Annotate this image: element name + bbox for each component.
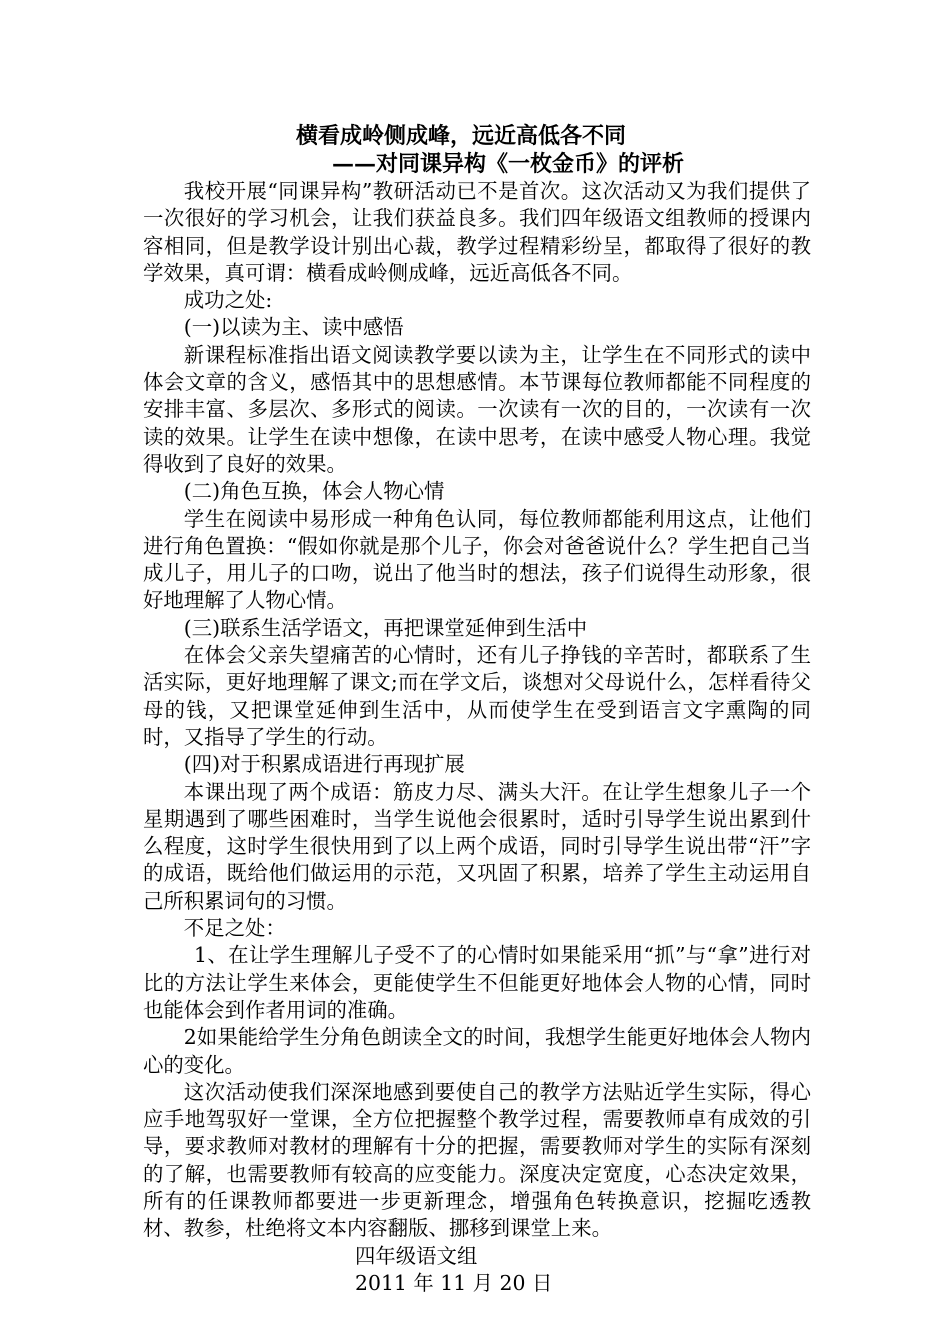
document-subtitle: ——对同课异构《一枚金币》的评析 <box>332 151 685 177</box>
section-1-heading: (一)以读为主、读中感悟 <box>183 315 404 340</box>
intro-paragraph: 我校开展“同课异构”教研活动已不是首次。这次活动又为我们提供了一次很好的学习机会，让我们获益良多。我们四年级语文组教师的授课内容相同，但是教学设计别出心裁，教学过程精彩纷呈，都取得了很好的教学效果，真可谓：横看成岭侧成峰，远近高低各不同。 <box>143 179 811 285</box>
section-4-paragraph: 本课出现了两个成语：筋皮力尽、满头大汗。在让学生想象儿子一个星期遇到了哪些困难时，当学生说他会很累时，适时引导学生说出累到什么程度，这时学生很快用到了以上两个成语，同时引导学生说出带“汗”字的成语，既给他们做运用的示范，又巩固了积累，培养了学生主动运用自己所积累词句的习惯。 <box>143 779 811 913</box>
conclusion-paragraph: 这次活动使我们深深地感到要使自己的教学方法贴近学生实际，得心应手地驾驭好一堂课，全方位把握整个教学过程，需要教师卓有成效的引导，要求教师对教材的理解有十分的把握，需要教师对学生的实际有深刻的了解，也需要教师有较高的应变能力。深度决定宽度，心态决定效果，所有的任课教师都要进一步更新理念，增强角色转换意识，挖掘吃透教材、教参，杜绝将文本内容翻版、挪移到课堂上来。 <box>143 1079 811 1241</box>
section-3-paragraph: 在体会父亲失望痛苦的心情时，还有儿子挣钱的辛苦时，都联系了生活实际，更好地理解了课文;而在学文后，谈想对父母说什么，怎样看待父母的钱，又把课堂延伸到生活中，从而使学生在受到语言文字熏陶的同时，又指导了学生的行动。 <box>143 643 811 749</box>
section-3-heading: (三)联系生活学语文，再把课堂延伸到生活中 <box>183 615 588 640</box>
signature-date: 2011 年 11 月 20 日 <box>355 1270 553 1295</box>
success-heading: 成功之处: <box>183 288 273 313</box>
document-page <box>143 122 811 1297</box>
section-4-heading: (四)对于积累成语进行再现扩展 <box>183 752 465 777</box>
shortcoming-item-2: 2如果能给学生分角色朗读全文的时间，我想学生能更好地体会人物内心的变化。 <box>143 1025 811 1077</box>
signature-group: 四年级语文组 <box>355 1243 478 1268</box>
shortcoming-item-1: 1、在让学生理解儿子受不了的心情时如果能采用“抓”与“拿”进行对比的方法让学生来体会，更能使学生不但能更好地体会人物的心情，同时也能体会到作者用词的准确。 <box>143 943 811 1022</box>
document-title: 横看成岭侧成峰，远近高低各不同 <box>296 123 627 149</box>
section-1-paragraph: 新课程标准指出语文阅读教学要以读为主，让学生在不同形式的读中体会文章的含义，感悟其中的思想感情。本节课每位教师都能不同程度的安排丰富、多层次、多形式的阅读。一次读有一次的目的，一次读有一次读的效果。让学生在读中想像，在读中思考，在读中感受人物心理。我觉得收到了良好的效果。 <box>143 342 811 476</box>
section-2-paragraph: 学生在阅读中易形成一种角色认同，每位教师都能利用这点，让他们进行角色置换：“假如你就是那个儿子，你会对爸爸说什么？学生把自己当成儿子，用儿子的口吻，说出了他当时的想法，孩子们说得生动形象，很好地理解了人物心情。 <box>143 506 811 613</box>
section-2-heading: (二)角色互换，体会人物心情 <box>183 479 445 504</box>
shortcoming-heading: 不足之处： <box>183 916 286 941</box>
